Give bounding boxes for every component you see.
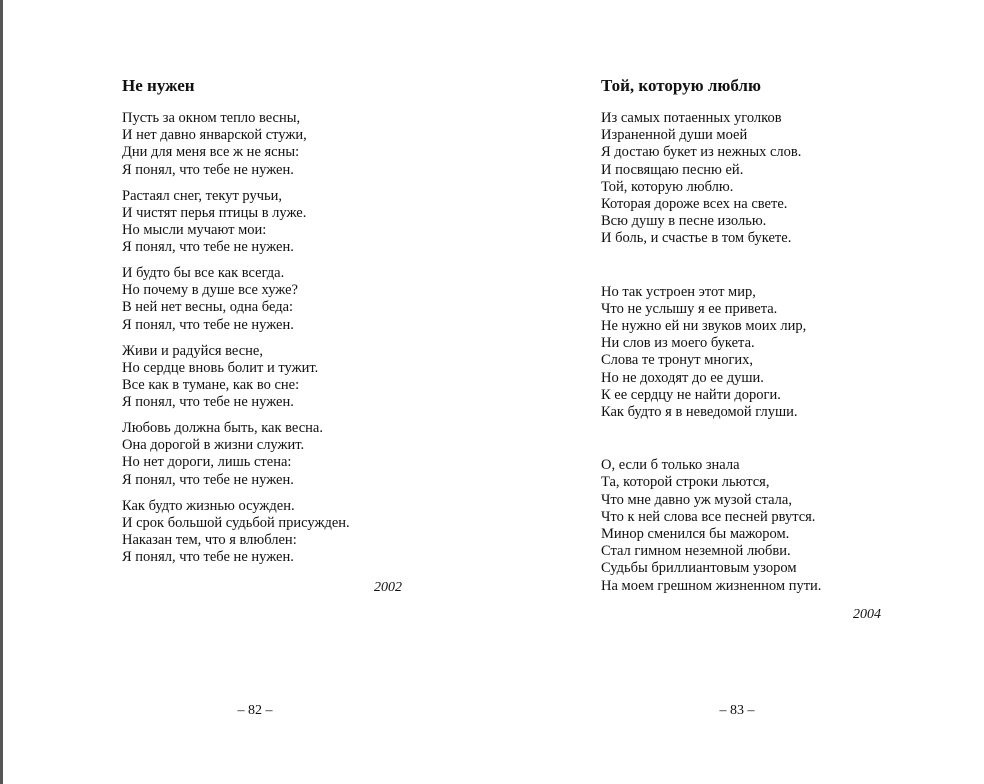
poem-line: Что не услышу я ее привета. (601, 300, 778, 317)
page-number: – 82 – (237, 703, 273, 718)
poem-line: Той, которую люблю. (601, 178, 734, 195)
poem-line: Но так устроен этот мир, (601, 283, 756, 300)
poem-line: Как будто я в неведомой глуши. (601, 404, 798, 421)
poem-line: Судьбы бриллиантовым узором (601, 560, 797, 577)
poem-line: В ней нет весны, одна беда: (122, 299, 294, 316)
left-page (122, 0, 442, 784)
poem-line: Любовь должна быть, как весна. (122, 420, 323, 436)
poem-line: Наказан тем, что я влюблен: (122, 531, 297, 548)
poem-line: Та, которой строки льются, (601, 474, 770, 491)
right-page (601, 0, 901, 784)
poem-line: Дни для меня все ж не ясны: (122, 144, 300, 161)
poem-line: Из самых потаенных уголков (601, 110, 782, 126)
poem-line: И срок большой судьбой присужден. (122, 514, 350, 531)
stanza (122, 420, 442, 489)
poem-line: Но мысли мучают мои: (122, 221, 267, 238)
page-edge-line (0, 0, 3, 784)
poem-line: Которая дороже всех на свете. (601, 196, 788, 213)
stanza (122, 188, 442, 257)
poem-line: Живи и радуйся весне, (122, 342, 263, 359)
poem-line: На моем грешном жизненном пути. (601, 577, 822, 594)
poem-body (122, 110, 442, 566)
stanza (122, 498, 442, 567)
poem-line: Слова те тронут многих, (601, 352, 754, 369)
poem-line: Все как в тумане, как во сне: (122, 376, 300, 393)
poem-line: Израненной души моей (601, 127, 748, 144)
poem-line: Она дорогой в жизни служит. (122, 437, 305, 454)
poem-title: Той, которую люблю (601, 76, 761, 95)
poem-line: И нет давно январской стужи, (122, 127, 307, 144)
page-number: – 83 – (719, 703, 755, 718)
stanza (601, 457, 901, 595)
poem-line: Как будто жизнью осужден. (122, 497, 295, 514)
poem-line: Всю душу в песне изолью. (601, 213, 767, 230)
stanza (122, 110, 442, 179)
poem-line: И чистят перья птицы в луже. (122, 204, 307, 221)
poem-body (601, 110, 901, 595)
stanza (601, 110, 901, 248)
poem-line: К ее сердцу не найти дороги. (601, 386, 781, 403)
stanza (601, 284, 901, 422)
poem-line: И боль, и счастье в том букете. (601, 230, 792, 247)
poem-line: О, если б только знала (601, 457, 740, 474)
poem-line: Не нужно ей ни звуков моих лир, (601, 318, 807, 335)
poem-line: Я понял, что тебе не нужен. (122, 239, 294, 256)
poem-line: Я понял, что тебе не нужен. (122, 549, 294, 566)
poem-line: Пусть за окном тепло весны, (122, 110, 301, 126)
poem-line: Что мне давно уж музой стала, (601, 491, 792, 508)
poem-title: Не нужен (122, 76, 195, 95)
stanza (122, 343, 442, 412)
poem-line: Я понял, что тебе не нужен. (122, 161, 294, 178)
poem-line: Но сердце вновь болит и тужит. (122, 359, 319, 376)
poem-line: Минор сменился бы мажором. (601, 526, 790, 543)
poem-line: Растаял снег, текут ручьи, (122, 187, 283, 204)
poem-line: Стал гимном неземной любви. (601, 543, 791, 560)
poem-line: Но почему в душе все хуже? (122, 282, 298, 299)
poem-line: Что к ней слова все песней рвутся. (601, 508, 816, 525)
poem-line: Но не доходят до ее души. (601, 369, 764, 386)
poem-line: Но нет дороги, лишь стена: (122, 454, 292, 471)
poem-line: Я достаю букет из нежных слов. (601, 144, 802, 161)
poem-line: И посвящаю песню ей. (601, 161, 744, 178)
poem-line: Я понял, что тебе не нужен. (122, 471, 294, 488)
poem-line: Я понял, что тебе не нужен. (122, 316, 294, 333)
poem-year: 2002 (374, 580, 402, 595)
poem-line: И будто бы все как всегда. (122, 265, 285, 281)
stanza (122, 265, 442, 334)
poem-year: 2004 (853, 607, 881, 622)
poem-line: Я понял, что тебе не нужен. (122, 394, 294, 411)
poem-line: Ни слов из моего букета. (601, 335, 755, 352)
